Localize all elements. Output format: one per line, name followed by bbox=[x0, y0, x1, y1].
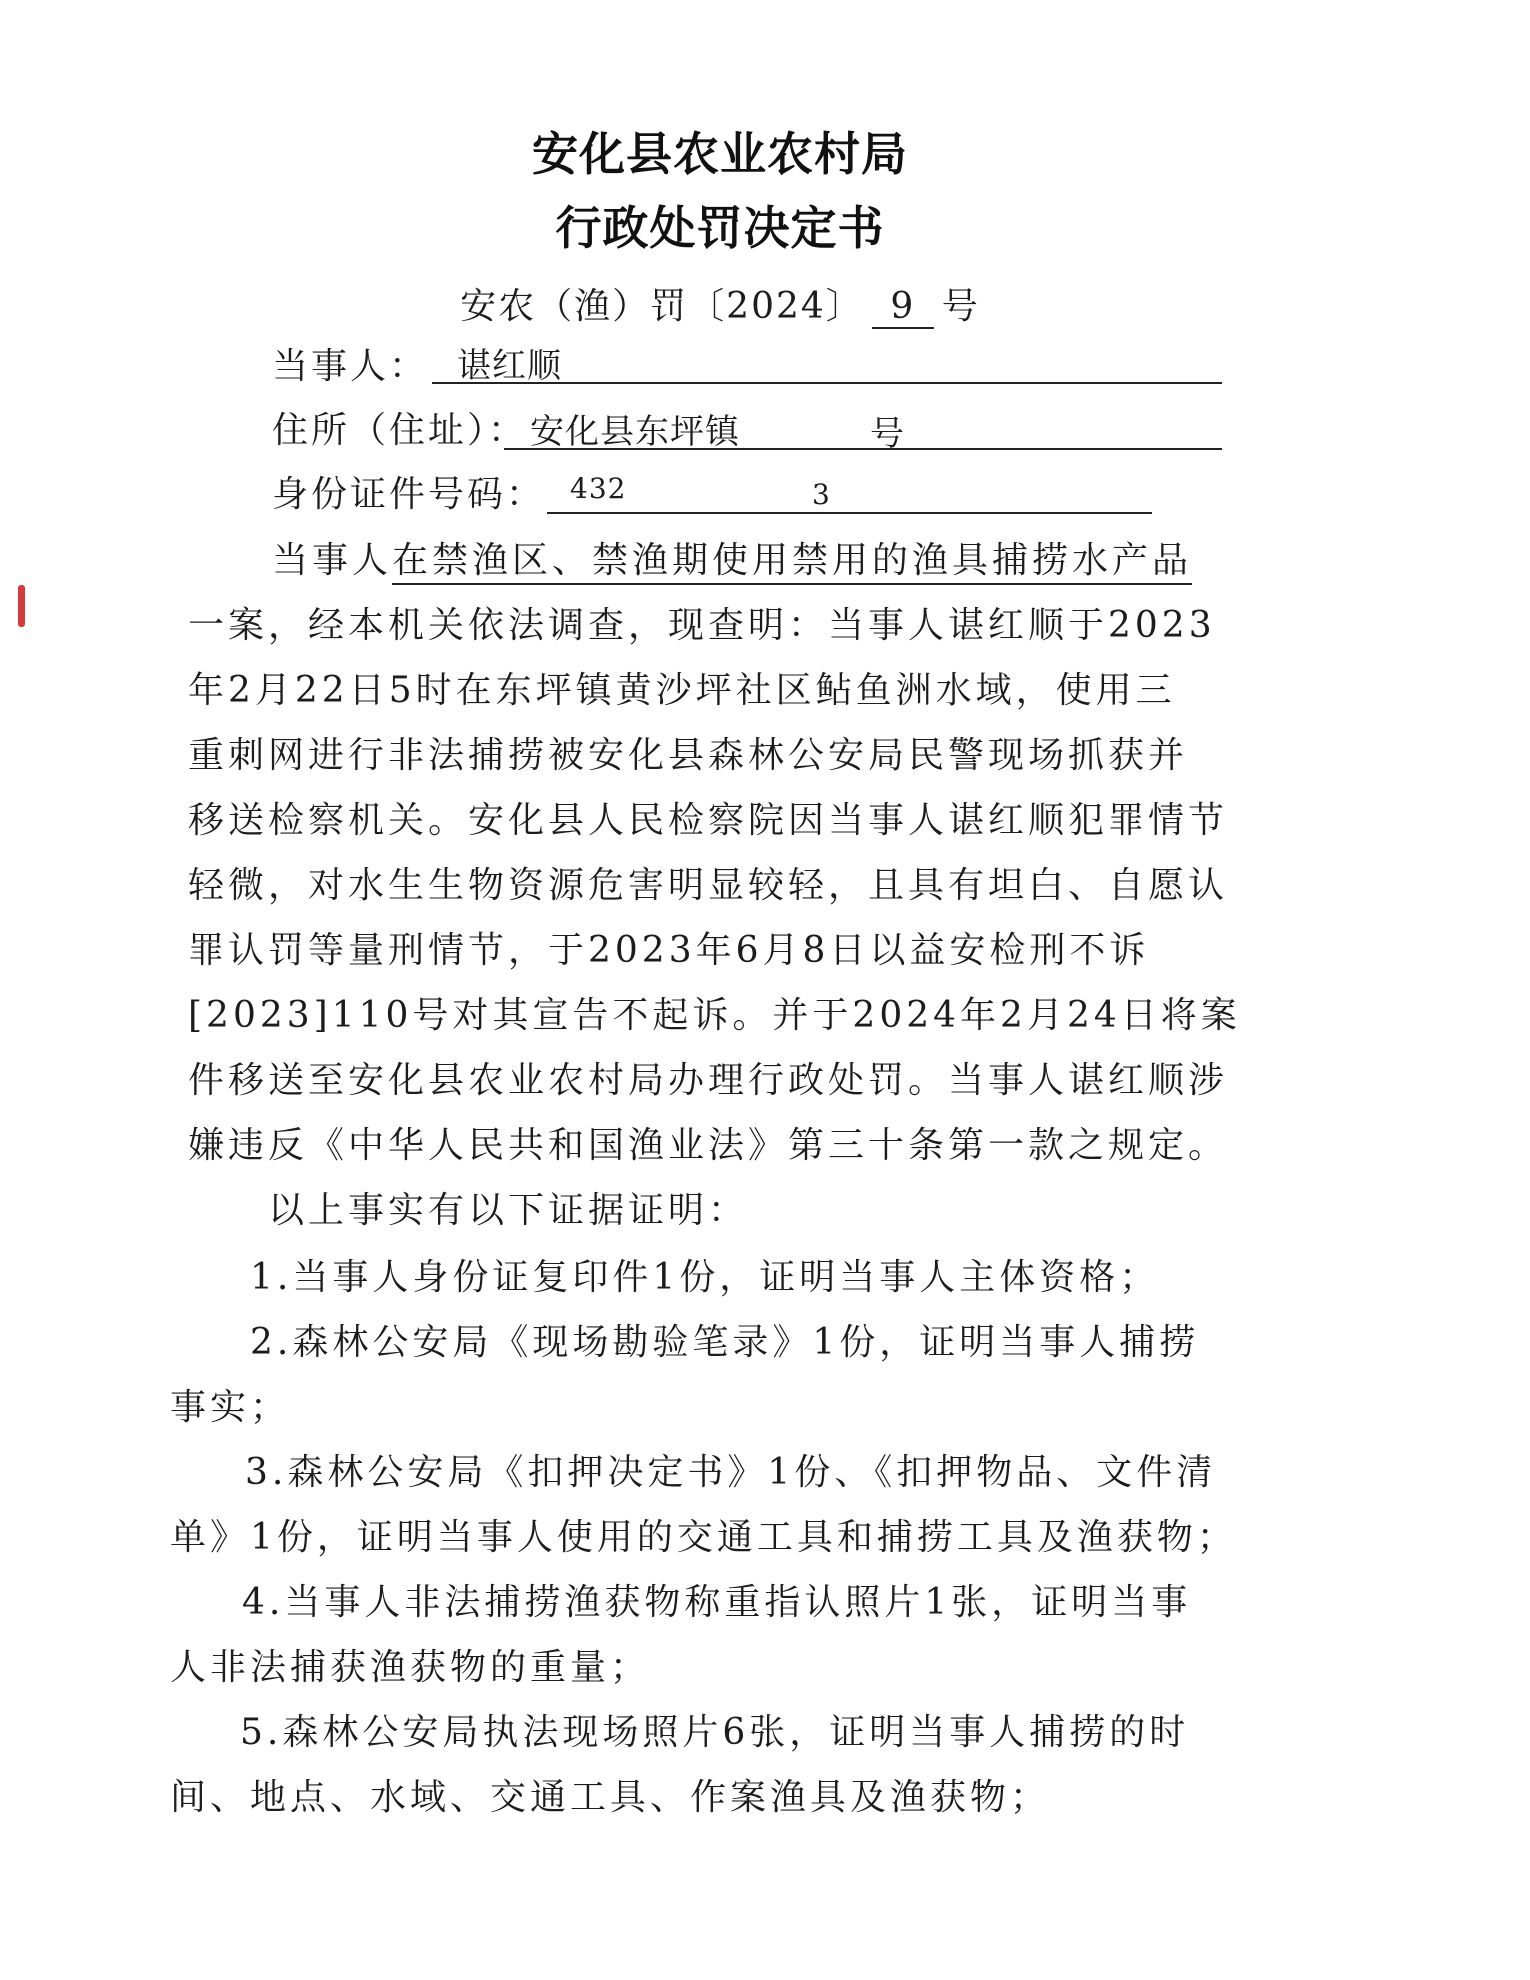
evidence-item: 3.森林公安局《扣押决定书》1份、《扣押物品、文件清 bbox=[245, 1452, 1217, 1493]
evidence-list bbox=[170, 1245, 1237, 1830]
party-id-label: 身份证件号码： bbox=[272, 474, 546, 515]
case-line: 移送检察机关。安化县人民检察院因当事人谌红顺犯罪情节 bbox=[188, 800, 1229, 841]
case-intro-label: 当事人 bbox=[272, 540, 393, 581]
party-address-label: 住所（住址）： bbox=[272, 410, 528, 451]
document-title: 行政处罚决定书 bbox=[555, 201, 885, 255]
evidence-item: 事实； bbox=[170, 1387, 291, 1428]
doc-number-value: 9 bbox=[872, 286, 934, 329]
party-name-field bbox=[272, 338, 562, 389]
case-cause: 在禁渔区、禁渔期使用禁用的渔具捕捞水产品 bbox=[392, 540, 1192, 585]
evidence-item: 单》1份，证明当事人使用的交通工具和捕捞工具及渔获物； bbox=[170, 1517, 1237, 1558]
evidence-item: 间、地点、水域、交通工具、作案渔具及渔获物； bbox=[170, 1777, 1051, 1818]
evidence-item: 4.当事人非法捕捞渔获物称重指认照片1张，证明当事 bbox=[242, 1582, 1192, 1623]
doc-number-suffix: 号 bbox=[941, 286, 980, 327]
case-line: 年2月22日5时在东坪镇黄沙坪社区鲇鱼洲水域，使用三 bbox=[188, 670, 1176, 711]
party-id-start: 432 bbox=[570, 472, 627, 505]
evidence-item: 5.森林公安局执法现场照片6张，证明当事人捕捞的时 bbox=[240, 1712, 1190, 1753]
red-margin-mark bbox=[18, 585, 25, 627]
issuer-title: 安化县农业农村局 bbox=[532, 127, 908, 181]
case-facts bbox=[188, 593, 1241, 1178]
doc-number-prefix: 安农（渔）罚〔2024〕 bbox=[460, 286, 864, 327]
evidence-item: 人非法捕获渔获物的重量； bbox=[170, 1647, 651, 1688]
evidence-item: 2.森林公安局《现场勘验笔录》1份，证明当事人捕捞 bbox=[250, 1322, 1200, 1363]
party-id-field bbox=[272, 466, 831, 517]
case-line: 重刺网进行非法捕捞被安化县森林公安局民警现场抓获并 bbox=[188, 735, 1189, 776]
party-name-value: 谌红顺 bbox=[457, 346, 562, 386]
case-intro-line bbox=[272, 528, 1192, 593]
case-line: 一案，经本机关依法调查，现查明：当事人谌红顺于2023 bbox=[188, 605, 1216, 646]
party-address-value: 安化县东坪镇 bbox=[530, 412, 740, 452]
case-line: 嫌违反《中华人民共和国渔业法》第三十条第一款之规定。 bbox=[188, 1125, 1229, 1166]
case-line: 轻微，对水生生物资源危害明显较轻，且具有坦白、自愿认 bbox=[188, 865, 1229, 906]
party-address-suffix: 号 bbox=[870, 414, 905, 454]
party-name-label: 当事人： bbox=[272, 346, 429, 387]
document-number bbox=[0, 278, 1440, 329]
party-id-end: 3 bbox=[812, 478, 831, 511]
case-line: [2023]110号对其宣告不起诉。并于2024年2月24日将案 bbox=[188, 995, 1241, 1036]
party-address-field bbox=[272, 402, 905, 454]
evidence-intro: 以上事实有以下证据证明： bbox=[268, 1190, 749, 1231]
case-line: 罪认罚等量刑情节，于2023年6月8日以益安检刑不诉 bbox=[188, 930, 1150, 971]
case-line: 件移送至安化县农业农村局办理行政处罚。当事人谌红顺涉 bbox=[188, 1060, 1229, 1101]
evidence-item: 1.当事人身份证复印件1份，证明当事人主体资格； bbox=[250, 1257, 1160, 1298]
party-id-underline bbox=[547, 512, 1152, 514]
